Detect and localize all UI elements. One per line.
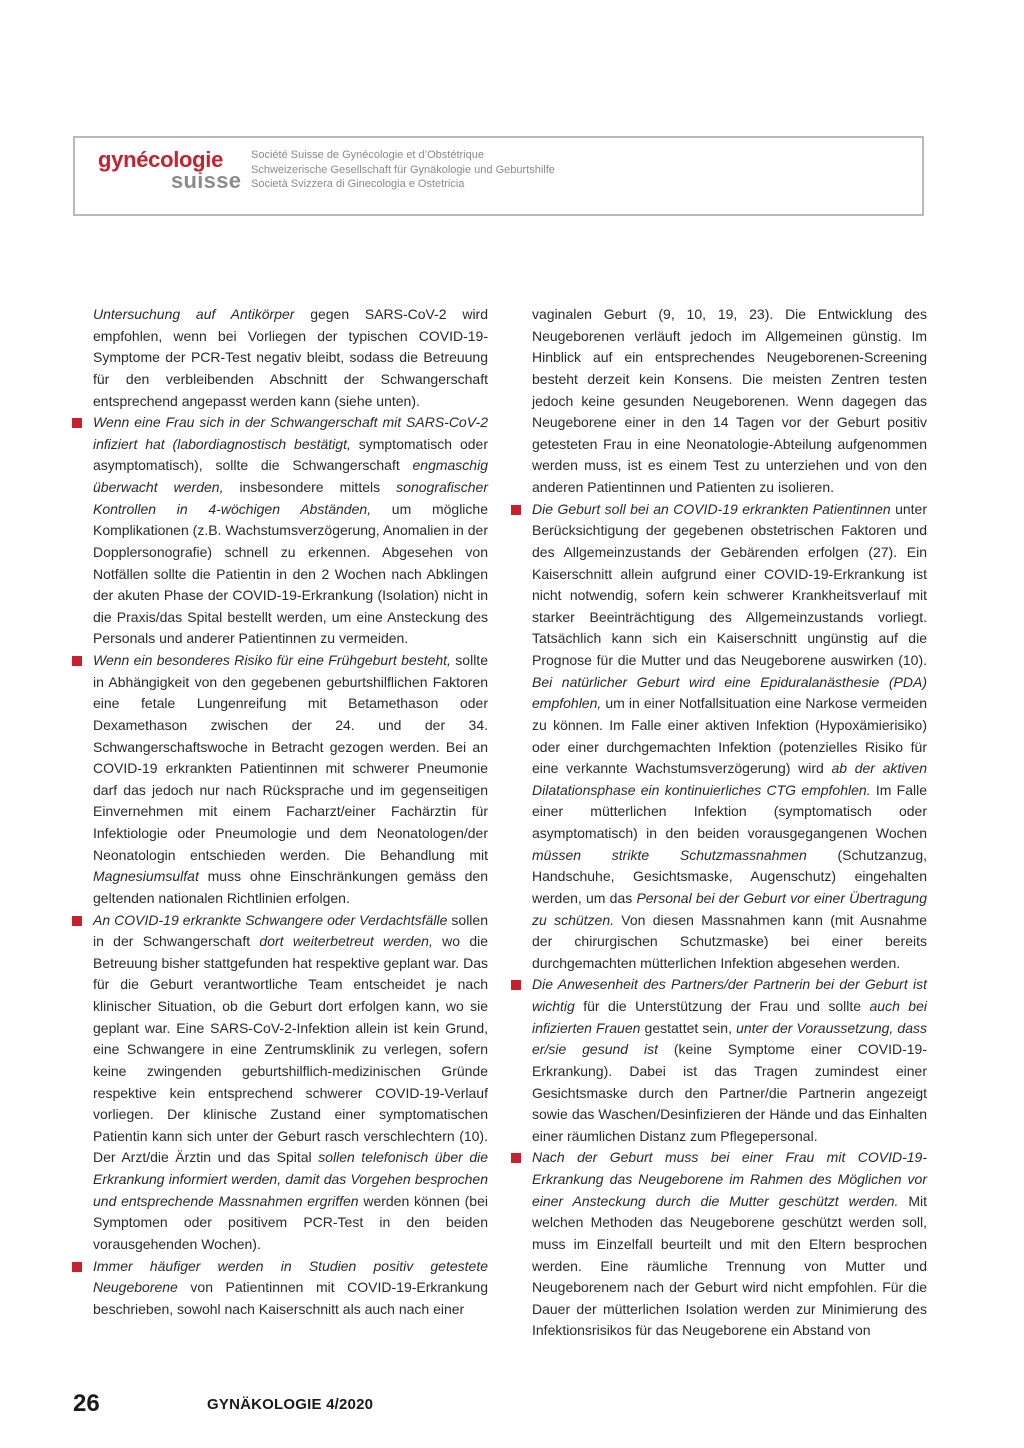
body-text: gestattet sein,: [640, 1019, 737, 1036]
journal-issue: GYNÄKOLOGIE 4/2020: [207, 1396, 374, 1413]
emphasized-text: unter der Voraussetzung, dass er/sie gesund ist: [532, 1019, 927, 1058]
body-text: werden können (bei Symptomen oder positivem PCR-Test in den beiden vorausgehenden Wochen).: [93, 1192, 488, 1252]
body-text: (keine Symptome einer COVID-19-Erkrankung). Dabei ist das Tragen zumindest einer Gesichtsmaske durch den Partner/die Partnerin angezeigt sowie das Waschen/Desinfizieren der Hände und das Einhalten einer räumlichen Distanz zum Pflegepersonal.: [532, 1041, 928, 1144]
emphasized-text: engmaschig überwacht werden,: [93, 457, 488, 495]
bullet-item: [93, 412, 488, 650]
bullet-item: [93, 1256, 488, 1321]
body-text: um in einer Notfallsituation eine Narkose vermeiden zu können. Im Falle einer aktiven Infektion (Hypoxämierisiko) oder einer durchgemachten Infektion (potenzielles Risiko für eine verkannte Wachstumsverzögerung) wird: [532, 695, 927, 777]
emphasized-text: dort weiterbetreut werden,: [259, 933, 433, 950]
emphasized-text: ab der aktiven Dilatationsphase ein kontinuierliches CTG empfohlen.: [532, 760, 927, 798]
body-text: wo die Betreuung bisher stattgefunden hat respektive geplant war. Das für die Geburt verantwortliche Team entscheidet je nach klinischer Situation, ob die Geburt dort erfolgen kann, wo sie geplant war. Eine SARS-CoV-2-Infektion allein ist kein Grund, eine Schwangere in eine Zentrumsklinik zu verlegen, sofern keine zwingenden geburtshilflich-medizinischen Gründe respektive kein entsprechend schwerer COVID-19-Verlauf vorliegen. Der klinische Zustand einer symptomatischen Patientin kann sich unter der Geburt rasch verschlechtern (10). Der Arzt/die Ärztin und das Spital: [93, 933, 489, 1166]
logo-suisse: suisse: [171, 168, 242, 193]
body-text: symptomatisch oder asymptomatisch), sollte die Schwangerschaft: [93, 435, 488, 474]
emphasized-text: Wenn ein besonderes Risiko für eine Frühgeburt besteht,: [93, 652, 451, 668]
emphasized-text: An COVID-19 erkrankte Schwangere oder Verdachtsfälle: [93, 911, 448, 928]
emphasized-text: Untersuchung auf Antikörper: [93, 306, 295, 322]
emphasized-text: Bei natürlicher Geburt wird eine Epiduralanästhesie (PDA) empfohlen,: [532, 673, 927, 712]
emphasized-text: sonografischer Kontrollen in 4-wöchigen Abständen,: [93, 479, 488, 517]
body-text: sollte in Abhängigkeit von den gegebenen geburtshilflichen Faktoren eine fetale Lungenreifung mit Betamethason oder Dexamethason zwischen der 24. und der 34. Schwangerschaftswoche in Betracht gezogen werden. Bei an COVID-19 erkrankten Patientinnen mit schwerer Pneumonie darf das jedoch nur nach Rücksprache und im gegenseitigen Einvernehmen mit einem Facharzt/einer Fachärztin für Infektiologie oder Pneumologie und dem Neonatologen/der Neonatologin entschieden werden. Die Behandlung mit: [93, 652, 488, 863]
emphasized-text: Nach der Geburt muss bei einer Frau mit COVID-19-Erkrankung das Neugeborene im Rahmen des Möglichen vor einer Ansteckung durch die Mutter geschützt werden.: [532, 1149, 927, 1209]
body-text: für die Unterstützung der Frau und sollte: [574, 998, 870, 1014]
society-name-de: Schweizerische Gesellschaft für Gynäkologie und Geburtshilfe: [251, 163, 555, 176]
body-text: um mögliche Komplikationen (z.B. Wachstumsverzögerung, Anomalien in der Dopplersonografie) schnell zu erkennen. Abgesehen von Notfällen sollte die Patientin in den 2 Wochen nach Abklingen der akuten Phase der COVID-19-Erkrankung (Isolation) nicht in die Praxis/das Spital bestellt werden, um eine Ansteckung des Personals und anderer Patientinnen zu vermeiden.: [93, 500, 488, 647]
bullet-item: [93, 650, 488, 910]
paragraph: [532, 304, 927, 499]
paragraph: [93, 304, 488, 412]
emphasized-text: Magnesiumsulfat: [93, 868, 199, 885]
emphasized-text: Personal bei der Geburt vor einer Übertragung zu schützen.: [532, 889, 928, 928]
body-text: von Patientinnen mit COVID-19-Erkrankung beschrieben, sowohl nach Kaiserschnitt als auch nach einer: [93, 1279, 488, 1317]
emphasized-text: auch bei infizierten Frauen: [532, 998, 927, 1036]
bullet-item: [532, 499, 927, 975]
body-text: sollen in der Schwangerschaft: [93, 911, 488, 950]
society-name-fr: Société Suisse de Gynécologie et d’Obstétrique: [251, 149, 484, 161]
emphasized-text: müssen strikte Schutzmassnahmen: [532, 846, 807, 863]
body-text: Im Falle einer mütterlichen Infektion (symptomatisch oder asymptomatisch) in den beiden vorausgegangenen Wochen: [532, 781, 927, 841]
society-names: [251, 148, 555, 192]
emphasized-text: Die Geburt soll bei an COVID-19 erkrankten Patientinnen: [532, 500, 891, 517]
body-text: (Schutzanzug, Handschuhe, Gesichtsmaske, Augenschutz) eingehalten werden, um das: [532, 846, 927, 906]
emphasized-text: Die Anwesenheit des Partners/der Partnerin bei der Geburt ist wichtig: [532, 976, 927, 1014]
emphasized-text: Wenn eine Frau sich in der Schwangerschaft mit SARS-CoV-2 infiziert hat (labordiagnostisch bestätigt,: [93, 414, 488, 452]
page-number: 26: [73, 1390, 100, 1417]
bullet-item: [93, 910, 488, 1256]
body-text: Von diesen Massnahmen kann (mit Ausnahme der chirurgischen Schutzmaske) bei einer bereits durchgemachten mütterlichen Infektion abgesehen werden.: [532, 911, 927, 971]
bullet-item: [532, 1147, 927, 1342]
logo-gynecologie: gynécologie: [98, 147, 224, 172]
body-text: Mit welchen Methoden das Neugeborene geschützt werden soll, muss im Einzelfall beurteilt und mit den Eltern besprochen werden. Eine räumliche Trennung von Mutter und Neugeborenem nach der Geburt wird nicht empfohlen. Für die Dauer der mütterlichen Isolation werden zur Minimierung des Infektionsrisikos für das Neugeborene ein Abstand von: [532, 1192, 927, 1339]
body-text: muss ohne Einschränkungen gemäss den geltenden nationalen Richtlinien erfolgen.: [93, 868, 488, 906]
bullet-item: [532, 974, 927, 1147]
body-text: insbesondere mittels: [223, 479, 397, 495]
body-text: gegen SARS-CoV-2 wird empfohlen, wenn bei Vorliegen der typischen COVID-19-Symptome der PCR-Test negativ bleibt, sodass die Betreuung für den verbleibenden Abschnitt der Schwangerschaft entsprechend angepasst werden kann (siehe unten).: [93, 306, 488, 409]
society-header: [73, 136, 924, 216]
right-column: [532, 304, 927, 1342]
body-text: vaginalen Geburt (9, 10, 19, 23). Die Entwicklung des Neugeborenen verläuft jedoch im Allgemeinen günstig. Im Hinblick auf ein entsprechendes Neugeborenen-Screening besteht derzeit kein Konsens. Die meisten Zentren testen jedoch keine gesunden Neugeborenen. Wenn dagegen das Neugeborene einer in den 14 Tagen vor der Geburt positiv getesteten Frau in eine Neonatologie-Abteilung aufgenommen werden muss, ist es einem Test zu unterziehen und von den anderen Patientinnen und Patienten zu isolieren.: [532, 306, 927, 495]
emphasized-text: sollen telefonisch über die Erkrankung informiert werden, damit das Vorgehen besprochen und entsprechende Massnahmen ergriffen: [93, 1149, 488, 1209]
body-text: unter Berücksichtigung der gegebenen obstetrischen Faktoren und des Allgemeinzustands der Gebärenden erfolgen (27). Ein Kaiserschnitt allein aufgrund einer COVID-19-Erkrankung ist nicht notwendig, sofern kein schwerer Krankheitsverlauf mit starker Beeinträchtigung des Allgemeinzustands vorliegt. Tatsächlich kann sich ein Kaiserschnitt ungünstig auf die Prognose für die Mutter und das Neugeborene auswirken (10).: [532, 500, 927, 668]
emphasized-text: Immer häufiger werden in Studien positiv getestete Neugeborene: [93, 1257, 488, 1296]
society-name-it: Società Svizzera di Ginecologia e Ostetricia: [251, 178, 465, 190]
left-column: [93, 304, 488, 1320]
